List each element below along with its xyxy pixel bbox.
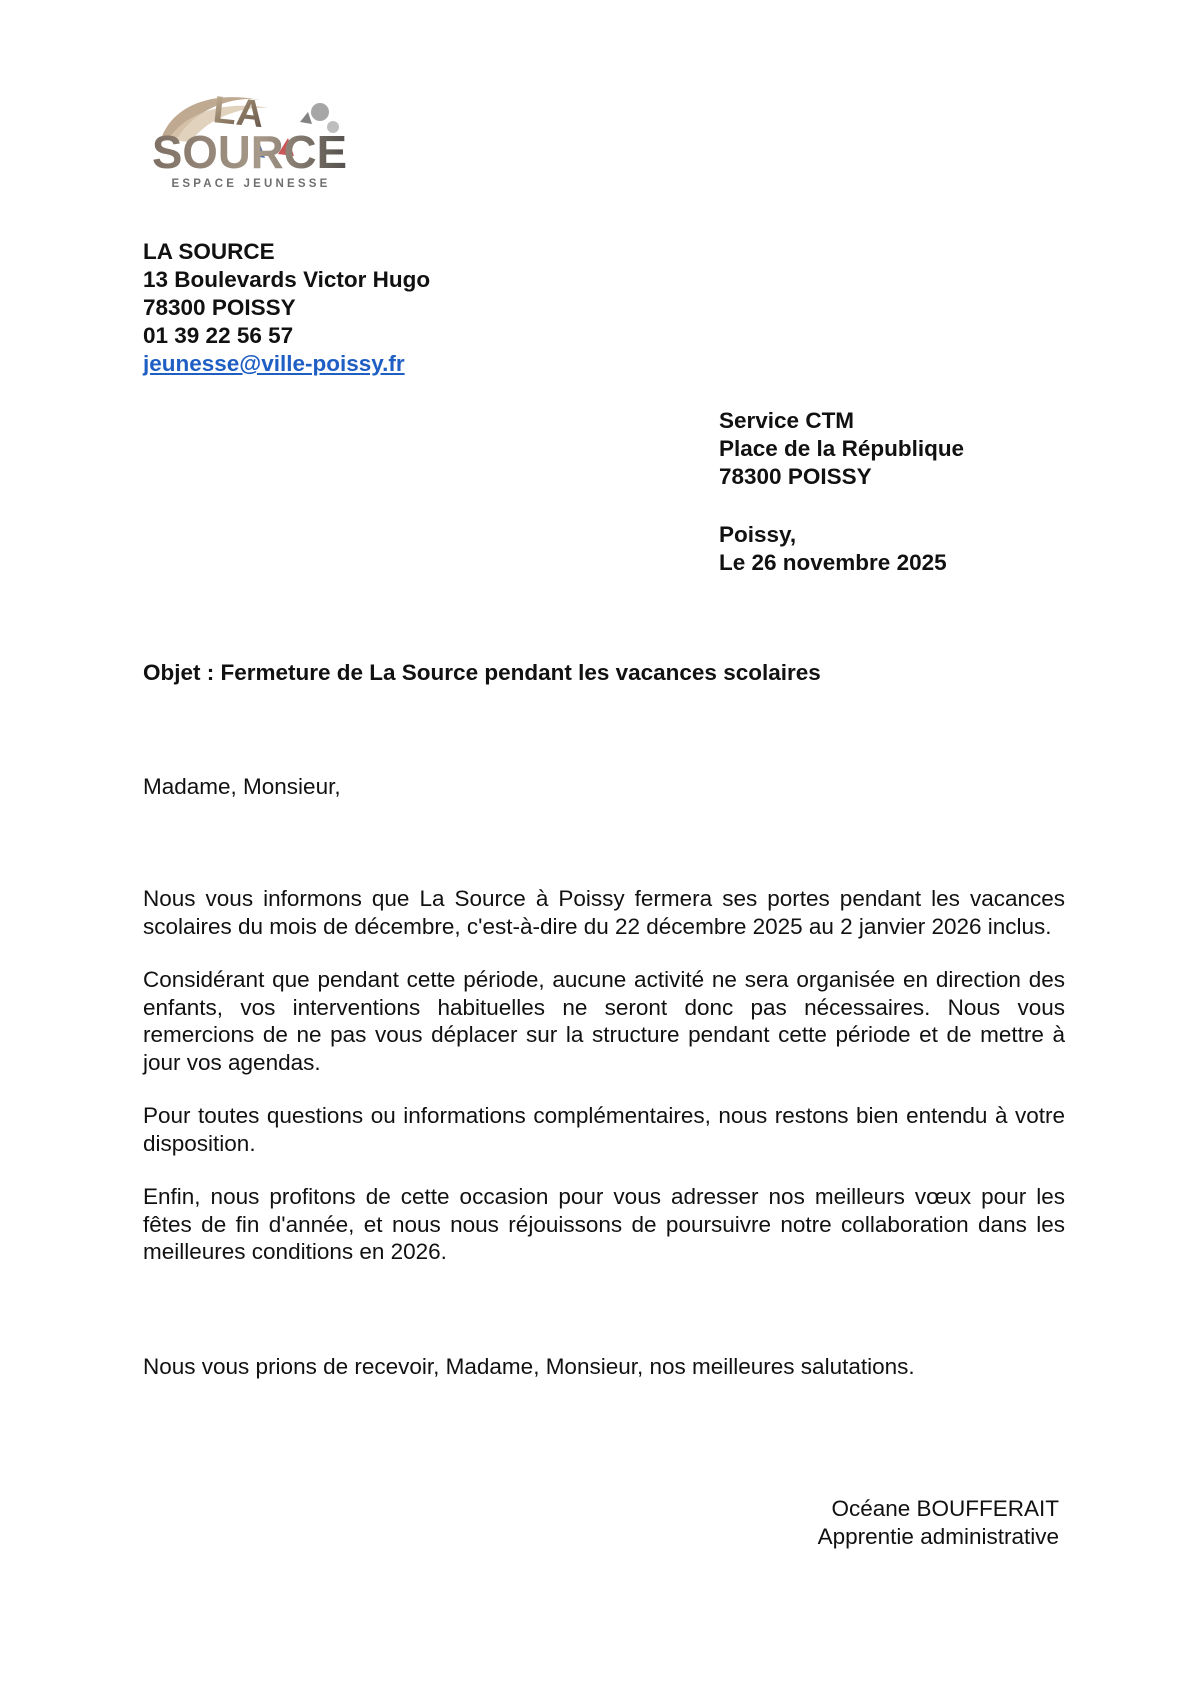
signature-role: Apprentie administrative [817, 1524, 1059, 1549]
la-source-logo [150, 82, 350, 194]
sender-block [143, 238, 430, 378]
date-block [719, 521, 947, 577]
body-paragraph-no-activity: Considérant que pendant cette période, aucune activité ne sera organisée en direction des enfants, vos interventions habituelles ne seront donc pas nécessaires. Nous vous remercions de ne pas vous déplacer sur la structure pendant cette période et de mettre à jour vos agendas. [143, 967, 1065, 1075]
sender-city: 78300 POISSY [143, 295, 296, 320]
letter-closing: Nous vous prions de recevoir, Madame, Monsieur, nos meilleures salutations. [143, 1354, 915, 1379]
body-paragraph-questions: Pour toutes questions ou informations complémentaires, nous restons bien entendu à votre disposition. [143, 1103, 1065, 1156]
body-paragraph-wishes: Enfin, nous profitons de cette occasion pour vous adresser nos meilleurs vœux pour les fêtes de fin d'année, et nous nous réjouissons de poursuivre notre collaboration dans les meilleures conditions en 2026. [143, 1184, 1065, 1264]
signature-block [818, 1495, 1059, 1551]
signature-name: Océane BOUFFERAIT [831, 1496, 1059, 1521]
recipient-block [719, 407, 964, 491]
body-paragraph-closure-dates: Nous vous informons que La Source à Poissy fermera ses portes pendant les vacances scolaires du mois de décembre, c'est-à-dire du 22 décembre 2025 au 2 janvier 2026 inclus. [143, 886, 1065, 939]
letter-subject: Objet : Fermeture de La Source pendant les vacances scolaires [143, 660, 821, 685]
sender-email-link[interactable]: jeunesse@ville-poissy.fr [143, 351, 405, 376]
sender-phone: 01 39 22 56 57 [143, 323, 294, 348]
logo-title-top: LA [211, 89, 266, 137]
recipient-service: Service CTM [719, 408, 855, 433]
letter-body [143, 885, 1065, 1292]
logo-graphic [150, 82, 350, 182]
recipient-city: 78300 POISSY [719, 464, 872, 489]
sender-street: 13 Boulevards Victor Hugo [143, 267, 431, 292]
date-place: Poissy, [719, 522, 797, 547]
logo-title-bottom: SOURCE [152, 126, 347, 178]
logo-subtitle: ESPACE JEUNESSE [171, 178, 331, 190]
sender-name: LA SOURCE [143, 239, 275, 264]
date-value: Le 26 novembre 2025 [719, 550, 947, 575]
recipient-street: Place de la République [719, 436, 965, 461]
letter-salutation: Madame, Monsieur, [143, 774, 341, 799]
